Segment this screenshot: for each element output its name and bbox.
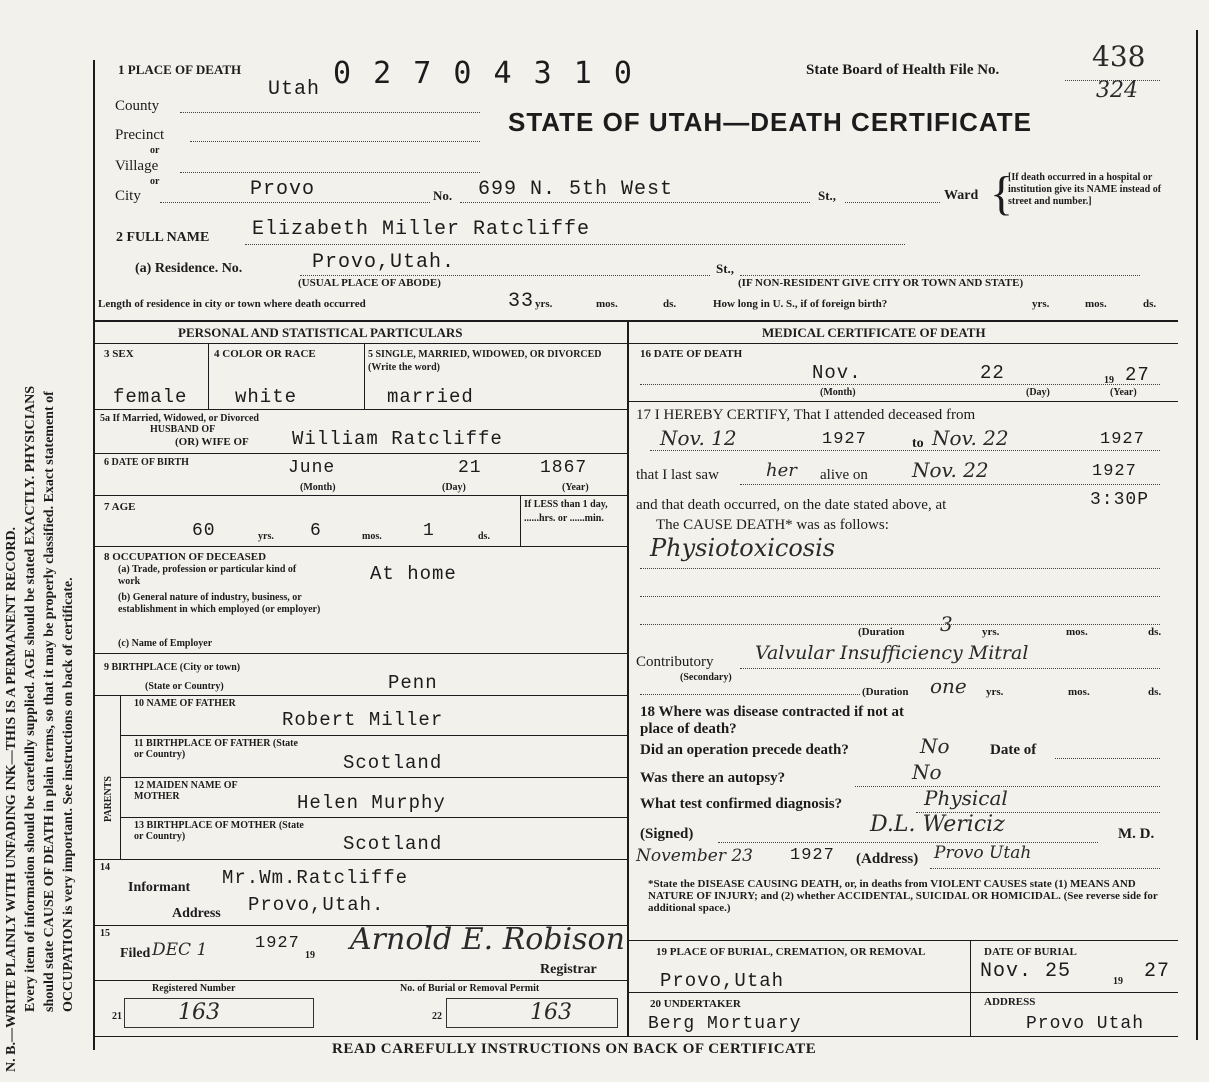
parents-label: PARENTS	[103, 776, 114, 822]
city-value: Provo	[250, 178, 316, 201]
age-ds-caption: ds.	[478, 531, 490, 542]
right-border	[1196, 30, 1198, 1040]
burial-permit-value: 163	[530, 1000, 572, 1025]
bottom-rule	[95, 1036, 1178, 1037]
disease-contracted-question: 18 Where was disease contracted if not at place of death?	[640, 704, 904, 737]
duration2-yrs: yrs.	[986, 686, 1004, 698]
death-date-line	[640, 384, 1160, 385]
us-residence-label: How long in U. S., if of foreign birth?	[713, 298, 888, 310]
md-label: M. D.	[1118, 826, 1155, 842]
cause-line-1	[640, 568, 1160, 569]
village-line	[180, 172, 480, 173]
county-line	[180, 112, 480, 113]
village-label: Village	[115, 158, 159, 174]
duration2-label: (Duration	[862, 686, 909, 698]
registered-number-value: 163	[178, 1000, 220, 1025]
death-month-caption: (Month)	[820, 387, 856, 398]
row13-rule	[95, 859, 627, 860]
spouse-value: William Ratcliffe	[292, 428, 503, 450]
or-2: or	[150, 176, 160, 187]
length-ds: ds.	[663, 298, 677, 310]
us-mos: mos.	[1085, 298, 1107, 310]
death-19: 19	[1104, 375, 1114, 386]
residence-st-label: St.,	[716, 261, 735, 276]
certify-statement: 17 I HEREBY CERTIFY, That I attended deceased from	[636, 407, 976, 423]
duration-label: (Duration	[858, 626, 905, 638]
informant-value: Mr.Wm.Ratcliffe	[222, 867, 409, 889]
cause-label: The CAUSE DEATH* was as follows:	[656, 517, 889, 533]
contributory-value: Valvular Insufficiency Mitral	[755, 642, 1029, 664]
state-value: Utah	[268, 78, 321, 101]
filed-label: Filed	[120, 946, 151, 961]
attended-to-date: Nov. 22	[932, 426, 1009, 450]
burial-permit-label: No. of Burial or Removal Permit	[400, 983, 540, 994]
burial-date-label: DATE OF BURIAL	[984, 946, 1077, 958]
certificate-title: STATE OF UTAH—DEATH CERTIFICATE	[508, 107, 1032, 137]
age-yrs-caption: yrs.	[258, 531, 274, 542]
row12-rule	[120, 817, 627, 818]
burial-date-value: Nov. 25	[980, 960, 1072, 983]
place-of-death-label: 1 PLACE OF DEATH	[118, 62, 242, 77]
file-number-secondary: 324	[1096, 78, 1138, 103]
length-of-residence-label: Length of residence in city or town where death occurred	[98, 298, 366, 310]
father-birthplace-value: Scotland	[343, 752, 443, 774]
alive-on-label: alive on	[820, 467, 868, 483]
dob-year-caption: (Year)	[562, 482, 589, 493]
pronoun-value: her	[766, 460, 797, 481]
brace-icon: {	[990, 167, 1014, 220]
contributory-label: Contributory	[636, 654, 714, 670]
precinct-line	[190, 141, 480, 142]
full-name-line	[245, 244, 905, 245]
margin-instruction-2: Every item of information should be carefully supplied. AGE should be stated EXACTLY. PHYSICIANS	[23, 385, 38, 1012]
spouse-label-2: HUSBAND OF	[150, 424, 216, 435]
duration-yrs: yrs.	[982, 626, 1000, 638]
row16-rule	[629, 401, 1178, 402]
medical-heading-rule	[629, 343, 1178, 344]
residence-line	[300, 275, 710, 276]
attended-from-year: 1927	[822, 430, 867, 449]
burial-year-value: 27	[1144, 960, 1171, 983]
dob-day: 21	[458, 458, 482, 478]
death-month: Nov.	[812, 362, 862, 384]
personal-heading: PERSONAL AND STATISTICAL PARTICULARS	[178, 325, 463, 340]
abode-note: (USUAL PLACE OF ABODE)	[298, 277, 441, 289]
occupation-value: At home	[370, 563, 457, 585]
color-value: white	[235, 386, 298, 408]
cause-line-2	[640, 596, 1160, 597]
registrar-signature: Arnold E. Robison	[350, 922, 625, 957]
street-value: 699 N. 5th West	[478, 178, 674, 201]
to-label: to	[912, 436, 924, 451]
row9-rule	[95, 695, 627, 696]
last-saw-line	[740, 484, 1160, 485]
length-mos: mos.	[596, 298, 618, 310]
father-name-label: 10 NAME OF FATHER	[134, 698, 236, 709]
father-name-value: Robert Miller	[282, 709, 444, 731]
physician-signature: D.L. Wericiz	[870, 812, 1005, 837]
filed-number: 15	[100, 928, 110, 939]
less-than-note: If LESS than 1 day, ......hrs. or ......min.	[524, 499, 608, 524]
length-yrs: yrs.	[535, 298, 553, 310]
spouse-label-3: (OR) WIFE OF	[175, 436, 249, 448]
color-divider	[364, 343, 365, 409]
city-label: City	[115, 188, 141, 204]
duration2-mos: mos.	[1068, 686, 1090, 698]
operation-value: No	[920, 734, 950, 758]
death-occurred-label: and that death occurred, on the date stated above, at	[636, 497, 947, 513]
no-label: No.	[433, 188, 453, 203]
dob-label: 6 DATE OF BIRTH	[104, 457, 189, 468]
burial-column-divider	[970, 940, 971, 1036]
footer-instructions: READ CAREFULLY INSTRUCTIONS ON BACK OF CERTIFICATE	[332, 1041, 817, 1057]
row6-rule	[95, 495, 627, 496]
date-of-death-label: 16 DATE OF DEATH	[640, 348, 743, 360]
footnote: *State the DISEASE CAUSING DEATH, or, in deaths from VIOLENT CAUSES state (1) MEANS AND NATURE OF INJURY; and (2) whether ACCIDENTAL, SUICIDAL OR HOMICIDAL. (See reverse side for additional space.)	[648, 878, 1158, 914]
filed-year: 1927	[255, 934, 300, 953]
or-1: or	[150, 145, 160, 156]
street-line	[460, 202, 810, 203]
death-year: 27	[1125, 364, 1150, 386]
row10-rule	[120, 735, 627, 736]
alive-year: 1927	[1092, 462, 1137, 481]
operation-date-label: Date of	[990, 742, 1037, 758]
occupation-a: (a) Trade, profession or particular kind of work	[118, 564, 297, 587]
row5a-rule	[95, 453, 627, 454]
diagnosis-test-value: Physical	[924, 786, 1008, 810]
hospital-note: [If death occurred in a hospital or institution give its NAME instead of street and number.]	[1008, 172, 1162, 207]
operation-label: Did an operation precede death?	[640, 742, 849, 758]
dob-month: June	[288, 458, 336, 478]
margin-instruction-1: N. B.—WRITE PLAINLY WITH UNFADING INK—THIS IS A PERMANENT RECORD.	[4, 526, 19, 1072]
row7-rule	[95, 546, 627, 547]
row15-rule	[95, 980, 627, 981]
age-days: 1	[423, 521, 435, 541]
burial-permit-index: 22	[432, 1011, 442, 1022]
residence-label: (a) Residence. No.	[135, 261, 243, 276]
signed-label: (Signed)	[640, 826, 694, 842]
mother-name-value: Helen Murphy	[297, 792, 446, 814]
birthplace-value: Penn	[388, 672, 438, 694]
informant-address-label: Address	[172, 906, 221, 921]
burial-place-label: 19 PLACE OF BURIAL, CREMATION, OR REMOVAL	[656, 946, 926, 958]
section-divider-top	[95, 320, 1178, 322]
duration-mos: mos.	[1066, 626, 1088, 638]
death-day-caption: (Day)	[1026, 387, 1050, 398]
signature-year: 1927	[790, 846, 835, 865]
precinct-label: Precinct	[115, 127, 165, 143]
county-label: County	[115, 98, 160, 114]
city-line	[160, 202, 430, 203]
last-saw-label: that I last saw	[636, 467, 719, 483]
birthplace-sub: (State or Country)	[145, 681, 224, 692]
contributory-line	[740, 668, 1160, 669]
attended-line	[650, 450, 1160, 451]
diagnosis-test-label: What test confirmed diagnosis?	[640, 796, 843, 812]
color-label: 4 COLOR OR RACE	[214, 348, 316, 360]
alive-date: Nov. 22	[912, 458, 989, 482]
operation-date-line	[1055, 758, 1160, 759]
spouse-label-1: 5a If Married, Widowed, or Divorced	[100, 413, 259, 424]
st-line	[845, 202, 940, 203]
death-time: 3:30P	[1090, 490, 1150, 510]
dob-year: 1867	[540, 458, 588, 478]
column-divider	[627, 322, 629, 1036]
physician-address-value: Provo Utah	[934, 843, 1032, 863]
duration-value: 3	[940, 612, 953, 636]
duration-ds: ds.	[1148, 626, 1162, 638]
length-value: 33	[508, 290, 535, 313]
file-no-label: State Board of Health File No.	[806, 62, 1000, 78]
contributory-line-2	[640, 694, 860, 695]
registrar-label: Registrar	[540, 962, 597, 977]
serial-number: 0 2 7 0 4 3 1 0	[333, 56, 634, 91]
autopsy-label: Was there an autopsy?	[640, 770, 786, 786]
residence-st-line	[740, 275, 1140, 276]
marital-label: 5 SINGLE, MARRIED, WIDOWED, OR DIVORCED (Write the word)	[368, 349, 602, 373]
dob-month-caption: (Month)	[300, 482, 336, 493]
row11-rule	[120, 777, 627, 778]
age-months: 6	[310, 521, 322, 541]
medical-heading: MEDICAL CERTIFICATE OF DEATH	[762, 325, 986, 340]
margin-instruction-4: OCCUPATION is very important. See instructions on back of certificate.	[61, 577, 76, 1012]
physician-address-line	[930, 868, 1160, 869]
physician-address-label: (Address)	[856, 851, 919, 867]
mother-birthplace-value: Scotland	[343, 833, 443, 855]
signed-line	[718, 842, 1098, 843]
us-yrs: yrs.	[1032, 298, 1050, 310]
registered-number-index: 21	[112, 1011, 122, 1022]
autopsy-value: No	[912, 760, 942, 784]
registered-number-label: Registered Number	[152, 983, 236, 994]
ward-label: Ward	[944, 188, 979, 203]
informant-label: Informant	[128, 880, 191, 895]
cause-line-3	[640, 624, 1160, 625]
personal-heading-rule	[95, 343, 627, 344]
burial-mid-rule	[629, 992, 1178, 993]
undertaker-value: Berg Mortuary	[648, 1014, 802, 1034]
full-name-label: 2 FULL NAME	[116, 230, 210, 245]
age-mos-caption: mos.	[362, 531, 382, 542]
occupation-c: (c) Name of Employer	[118, 638, 213, 649]
marital-value: married	[387, 386, 474, 408]
age-less-divider	[520, 496, 521, 546]
nonresident-note: (IF NON-RESIDENT GIVE CITY OR TOWN AND STATE)	[738, 277, 1024, 289]
mother-name-label: 12 MAIDEN NAME OF MOTHER	[134, 780, 238, 802]
informant-number: 14	[100, 862, 110, 873]
residence-value: Provo,Utah.	[312, 251, 456, 274]
file-number: 438	[1092, 40, 1146, 73]
us-ds: ds.	[1143, 298, 1157, 310]
sex-divider	[208, 343, 209, 409]
burial-place-value: Provo,Utah	[660, 970, 785, 992]
birthplace-label: 9 BIRTHPLACE (City or town)	[104, 662, 241, 673]
dob-day-caption: (Day)	[442, 482, 466, 493]
row3-rule	[95, 409, 627, 410]
duration2-ds: ds.	[1148, 686, 1162, 698]
mother-birthplace-label: 13 BIRTHPLACE OF MOTHER (State or Country)	[134, 820, 304, 842]
burial-top-rule	[629, 940, 1178, 941]
father-birthplace-label: 11 BIRTHPLACE OF FATHER (State or Country)	[134, 738, 298, 760]
age-years: 60	[192, 521, 216, 541]
filed-date: DEC 1	[152, 940, 208, 960]
secondary-caption: (Secondary)	[680, 672, 732, 683]
sex-value: female	[113, 386, 188, 408]
burial-19: 19	[1113, 976, 1123, 987]
sex-label: 3 SEX	[104, 348, 134, 360]
death-year-caption: (Year)	[1110, 387, 1137, 398]
cause-value: Physiotoxicosis	[650, 534, 836, 562]
duration2-value: one	[930, 674, 967, 698]
occupation-b: (b) General nature of industry, business, or establishment in which employed (or employer)	[118, 592, 321, 615]
occupation-label: 8 OCCUPATION OF DECEASED	[104, 551, 267, 563]
burial-address-value: Provo Utah	[1026, 1014, 1145, 1034]
death-day: 22	[980, 362, 1005, 384]
undertaker-label: 20 UNDERTAKER	[650, 998, 741, 1010]
row8-rule	[95, 653, 627, 654]
margin-instruction-3: should state CAUSE OF DEATH in plain terms, so that it may be properly classified. Exact statement of	[42, 391, 57, 1012]
left-border	[93, 60, 95, 1050]
burial-address-label: ADDRESS	[984, 996, 1036, 1008]
attended-from-date: Nov. 12	[660, 426, 737, 450]
age-label: 7 AGE	[104, 501, 136, 513]
full-name-value: Elizabeth Miller Ratcliffe	[252, 218, 591, 241]
attended-to-year: 1927	[1100, 430, 1145, 449]
filed-19: 19	[305, 950, 315, 961]
informant-address-value: Provo,Utah.	[248, 894, 385, 916]
st-label: St.,	[818, 188, 837, 203]
signature-date: November 23	[636, 846, 753, 866]
